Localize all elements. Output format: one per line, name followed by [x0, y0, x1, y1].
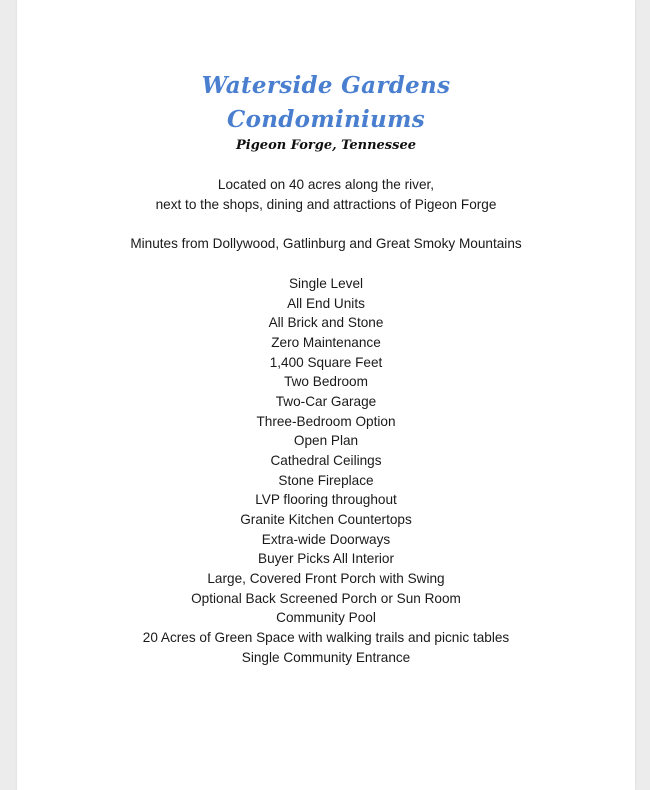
feature-wide-doorways: Extra-wide Doorways [261, 532, 391, 547]
feature-three-bedroom-option: Three-Bedroom Option [256, 414, 396, 429]
title-line-1: Waterside Gardens [201, 72, 451, 99]
feature-buyer-picks-interior: Buyer Picks All Interior [258, 551, 394, 566]
title-line-2: Condominiums [227, 106, 425, 133]
right-frame-margin [635, 0, 650, 790]
feature-square-feet: 1,400 Square Feet [269, 355, 383, 370]
feature-end-units: All End Units [287, 296, 365, 311]
feature-zero-maintenance: Zero Maintenance [271, 335, 381, 350]
feature-stone-fireplace: Stone Fireplace [278, 473, 374, 488]
feature-open-plan: Open Plan [293, 433, 359, 448]
intro-line-2: next to the shops, dining and attractions of Pigeon Forge [155, 197, 497, 212]
feature-lvp-flooring: LVP flooring throughout [255, 492, 397, 507]
feature-community-entrance: Single Community Entrance [241, 650, 411, 665]
feature-two-car-garage: Two-Car Garage [275, 394, 377, 409]
intro-line-1: Located on 40 acres along the river, [217, 177, 435, 192]
feature-cathedral-ceilings: Cathedral Ceilings [270, 453, 382, 468]
location-subtitle: Pigeon Forge, Tennessee [236, 138, 416, 153]
feature-green-space: 20 Acres of Green Space with walking trails and picnic tables [142, 630, 510, 645]
feature-brick-stone: All Brick and Stone [268, 315, 384, 330]
feature-front-porch: Large, Covered Front Porch with Swing [207, 571, 445, 586]
left-frame-margin [0, 0, 17, 790]
feature-granite-countertops: Granite Kitchen Countertops [240, 512, 412, 527]
proximity-line: Minutes from Dollywood, Gatlinburg and Great Smoky Mountains [130, 236, 522, 251]
feature-two-bedroom: Two Bedroom [284, 374, 368, 389]
document-page [17, 0, 635, 790]
feature-community-pool: Community Pool [276, 610, 376, 625]
feature-single-level: Single Level [288, 276, 364, 291]
feature-back-porch-option: Optional Back Screened Porch or Sun Room [191, 591, 461, 606]
